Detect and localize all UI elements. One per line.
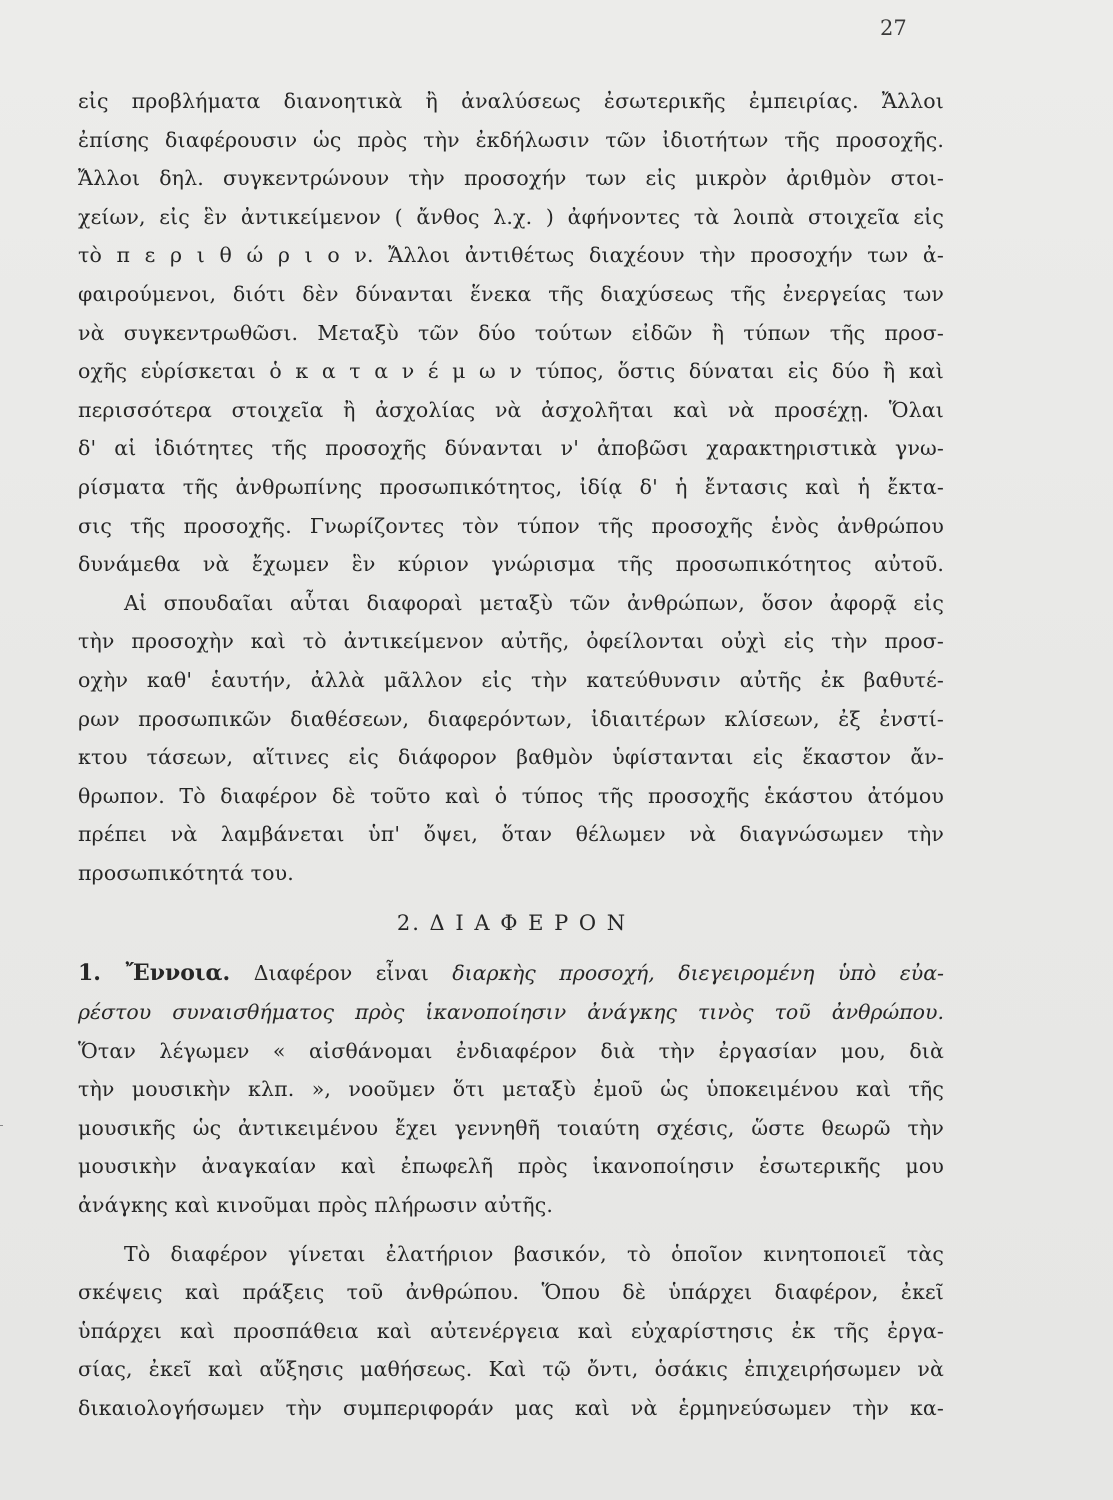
page-edge-mark (0, 1125, 3, 1126)
text-line: ἀνάγκης καὶ κινοῦμαι πρὸς πλήρωσιν αὐτῆς. (78, 1193, 554, 1218)
text-line: μουσικὴν ἀναγκαίαν καὶ ἐπωφελῆ πρὸς ἱκανοποίησιν ἐσωτερικῆς μου (78, 1154, 944, 1179)
text-line: δικαιολογήσωμεν τὴν συμπεριφοράν μας καὶ νὰ ἑρμηνεύσωμεν τὴν κα- (78, 1396, 944, 1420)
text-line: δ' αἱ ἰδιότητες τῆς προσοχῆς δύνανται ν' ἀποβῶσι χαρακτηριστικὰ γνω- (78, 436, 944, 461)
text-line: τὴν μουσικὴν κλπ. », νοοῦμεν ὅτι μεταξὺ ἐμοῦ ὡς ὑποκειμένου καὶ τῆς (78, 1077, 944, 1102)
section-heading: 2. Δ Ι Α Φ Ε Ρ Ο Ν (396, 911, 628, 936)
text-line: τὸ π ε ρ ι θ ώ ρ ι ο ν. Ἄλλοι ἀντιθέτως διαχέουν τὴν προσοχήν των ἀ- (78, 243, 944, 268)
body-text (78, 82, 944, 1428)
text-line: χείων, εἰς ἓν ἀντικείμενον ( ἄνθος λ.χ. ) ἀφήνοντες τὰ λοιπὰ στοιχεῖα εἰς (78, 204, 944, 229)
definition-block (78, 954, 944, 1031)
text-line: ρίσματα τῆς ἀνθρωπίνης προσωπικότητος, ἰδίᾳ δ' ἡ ἔντασις καὶ ἡ ἔκτα- (78, 474, 944, 499)
text-line: Ὅταν λέγωμεν « αἰσθάνομαι ἐνδιαφέρον διὰ τὴν ἐργασίαν μου, διὰ (78, 1038, 944, 1063)
paragraph-2 (78, 584, 944, 893)
definition-line-1 (78, 954, 944, 993)
text-line: δυνάμεθα νὰ ἔχωμεν ἓν κύριον γνώρισμα τῆς προσωπικότητος αὐτοῦ. (78, 552, 944, 577)
text-line: τὴν προσοχὴν καὶ τὸ ἀντικείμενον αὐτῆς, ὀφείλονται οὐχὶ εἰς τὴν προσ- (78, 629, 944, 654)
definition-italic: διαρκὴς προσοχή, διεγειρομένη ὑπὸ εὐα- (452, 961, 944, 986)
text-line: θρωπον. Τὸ διαφέρον δὲ τοῦτο καὶ ὁ τύπος τῆς προσοχῆς ἑκάστου ἀτόμου (78, 783, 944, 808)
text-line: οχὴν καθ' ἑαυτήν, ἀλλὰ μᾶλλον εἰς τὴν κατεύθυνσιν αὐτῆς ἐκ βαθυτέ- (78, 667, 944, 692)
definition-lead: Διαφέρον εἶναι (253, 961, 429, 986)
text-line: κτου τάσεων, αἵτινες εἰς διάφορον βαθμὸν ὑφίστανται εἰς ἕκαστον ἄν- (78, 745, 944, 770)
text-line: πρέπει νὰ λαμβάνεται ὑπ' ὄψει, ὅταν θέλωμεν νὰ διαγνώσωμεν τὴν (78, 822, 944, 847)
text-line: σις τῆς προσοχῆς. Γνωρίζοντες τὸν τύπον τῆς προσοχῆς ἑνὸς ἀνθρώπου (78, 513, 944, 538)
text-line: Τὸ διαφέρον γίνεται ἐλατήριον βασικόν, τὸ ὁποῖον κινητοποιεῖ τὰς (124, 1241, 944, 1266)
paragraph-4 (78, 1235, 944, 1428)
text-line: εἰς προβλήματα διανοητικὰ ἢ ἀναλύσεως ἐσωτερικῆς ἐμπειρίας. Ἄλλοι (78, 89, 944, 113)
text-line: περισσότερα στοιχεῖα ἢ ἀσχολίας νὰ ἀσχολῆται καὶ νὰ προσέχῃ. Ὅλαι (78, 397, 944, 422)
paragraph-3 (78, 1032, 944, 1225)
text-line: Αἱ σπουδαῖαι αὗται διαφοραὶ μεταξὺ τῶν ἀνθρώπων, ὅσον ἀφορᾷ εἰς (124, 590, 944, 615)
text-line: ὑπάρχει καὶ προσπάθεια καὶ αὐτενέργεια καὶ εὐχαρίστησις ἐκ τῆς ἐργα- (78, 1318, 944, 1343)
text-line: Ἄλλοι δηλ. συγκεντρώνουν τὴν προσοχήν των εἰς μικρὸν ἀριθμὸν στοι- (78, 166, 944, 191)
text-line: σκέψεις καὶ πράξεις τοῦ ἀνθρώπου. Ὅπου δὲ ὑπάρχει διαφέρον, ἐκεῖ (78, 1280, 944, 1305)
text-line: νὰ συγκεντρωθῶσι. Μεταξὺ τῶν δύο τούτων εἰδῶν ἢ τύπων τῆς προσ- (78, 320, 944, 345)
text-line: προσωπικότητά του. (78, 860, 294, 885)
text-line: μουσικῆς ὡς ἀντικειμένου ἔχει γεννηθῆ τοιαύτη σχέσις, ὥστε θεωρῶ τὴν (78, 1115, 944, 1140)
paragraph-gap (78, 1225, 944, 1235)
text-line: ρων προσωπικῶν διαθέσεων, διαφερόντων, ἰδιαιτέρων κλίσεων, ἐξ ἐνστί- (78, 706, 944, 731)
definition-term: 1. Ἔννοια. (78, 960, 231, 987)
text-line: ἐπίσης διαφέρουσιν ὡς πρὸς τὴν ἐκδήλωσιν τῶν ἰδιοτήτων τῆς προσοχῆς. (78, 127, 944, 152)
page-number: 27 (880, 16, 907, 40)
paragraph-1 (78, 82, 944, 584)
text-line: οχῆς εὑρίσκεται ὁ κ α τ α ν έ μ ω ν τύπος, ὅστις δύναται εἰς δύο ἢ καὶ (78, 359, 944, 384)
text-line: σίας, ἐκεῖ καὶ αὔξησις μαθήσεως. Καὶ τῷ ὄντι, ὁσάκις ἐπιχειρήσωμεν νὰ (78, 1357, 944, 1382)
definition-line-2: ρέστου συναισθήματος πρὸς ἱκανοποίησιν ἀνάγκης τινὸς τοῦ ἀνθρώπου. (78, 1000, 944, 1025)
text-line: φαιρούμενοι, διότι δὲν δύνανται ἕνεκα τῆς διαχύσεως τῆς ἐνεργείας των (78, 281, 944, 306)
